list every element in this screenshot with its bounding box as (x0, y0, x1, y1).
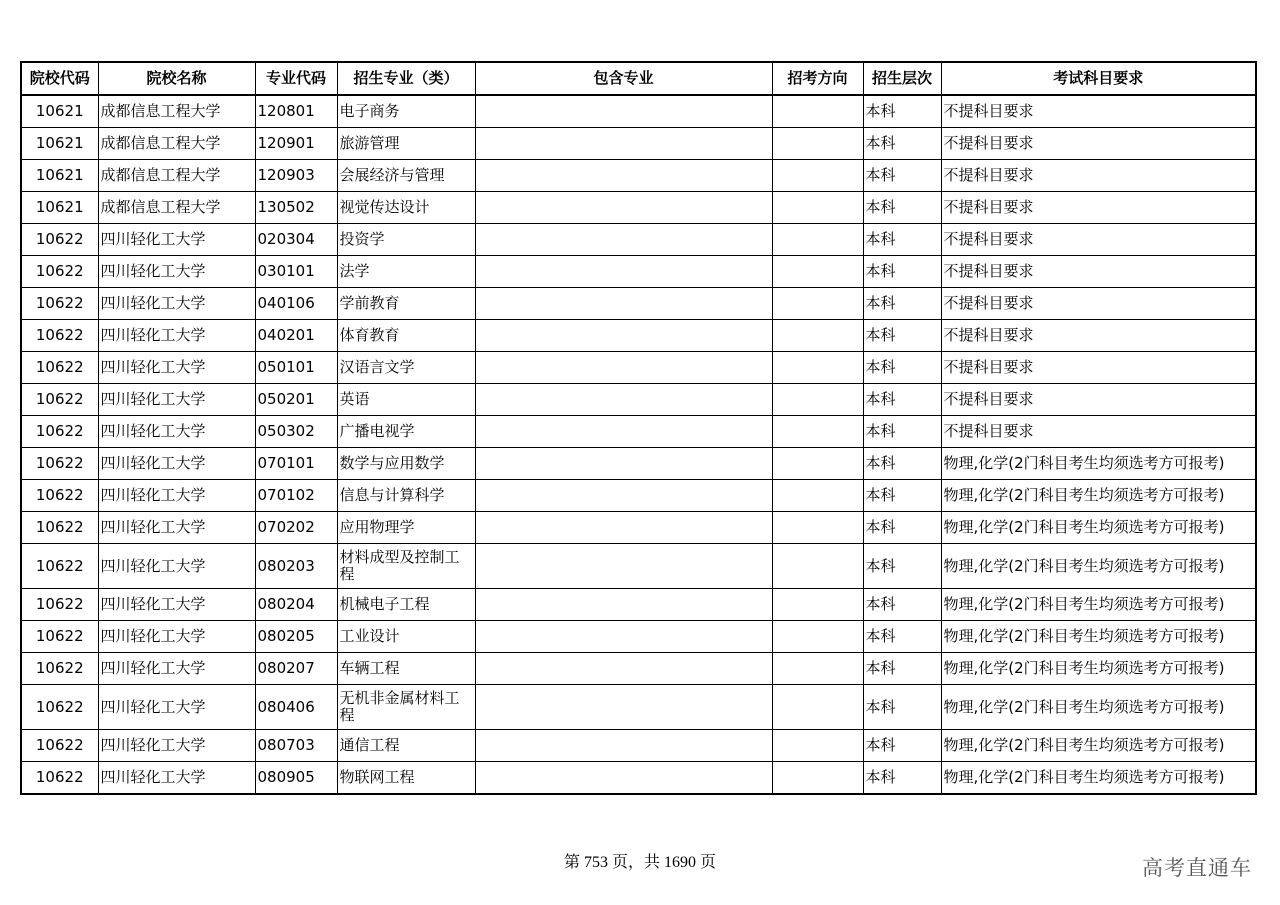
cell-major-code: 080905 (255, 762, 337, 795)
cell-subject-requirement: 不提科目要求 (941, 224, 1256, 256)
cell-included-majors (475, 448, 772, 480)
cell-school-name: 四川轻化工大学 (98, 512, 255, 544)
cell-direction (772, 352, 863, 384)
cell-direction (772, 224, 863, 256)
cell-level: 本科 (863, 95, 941, 128)
cell-included-majors (475, 160, 772, 192)
cell-school-code: 10622 (21, 352, 98, 384)
cell-level: 本科 (863, 730, 941, 762)
cell-included-majors (475, 320, 772, 352)
cell-level: 本科 (863, 192, 941, 224)
cell-school-code: 10621 (21, 95, 98, 128)
cell-major: 车辆工程 (337, 653, 475, 685)
cell-subject-requirement: 不提科目要求 (941, 256, 1256, 288)
table-row (21, 685, 1256, 730)
cell-major: 通信工程 (337, 730, 475, 762)
cell-direction (772, 762, 863, 795)
table-row (21, 512, 1256, 544)
header-school-code: 院校代码 (21, 62, 98, 95)
cell-direction (772, 192, 863, 224)
table-row (21, 352, 1256, 384)
cell-subject-requirement: 物理,化学(2门科目考生均须选考方可报考) (941, 653, 1256, 685)
cell-level: 本科 (863, 128, 941, 160)
table-row (21, 480, 1256, 512)
cell-major: 视觉传达设计 (337, 192, 475, 224)
table-row (21, 256, 1256, 288)
cell-school-name: 四川轻化工大学 (98, 256, 255, 288)
cell-major-code: 020304 (255, 224, 337, 256)
cell-major-code: 080207 (255, 653, 337, 685)
cell-school-name: 四川轻化工大学 (98, 480, 255, 512)
cell-major: 体育教育 (337, 320, 475, 352)
cell-major: 信息与计算科学 (337, 480, 475, 512)
cell-school-name: 四川轻化工大学 (98, 730, 255, 762)
cell-major-code: 070202 (255, 512, 337, 544)
cell-included-majors (475, 685, 772, 730)
cell-subject-requirement: 物理,化学(2门科目考生均须选考方可报考) (941, 730, 1256, 762)
cell-included-majors (475, 224, 772, 256)
cell-major: 法学 (337, 256, 475, 288)
cell-school-name: 四川轻化工大学 (98, 352, 255, 384)
cell-direction (772, 653, 863, 685)
cell-level: 本科 (863, 762, 941, 795)
cell-school-code: 10622 (21, 320, 98, 352)
cell-included-majors (475, 192, 772, 224)
header-major: 招生专业（类） (337, 62, 475, 95)
cell-major-code: 050101 (255, 352, 337, 384)
cell-included-majors (475, 480, 772, 512)
cell-level: 本科 (863, 512, 941, 544)
cell-included-majors (475, 762, 772, 795)
table-row (21, 192, 1256, 224)
cell-included-majors (475, 512, 772, 544)
cell-included-majors (475, 653, 772, 685)
cell-subject-requirement: 不提科目要求 (941, 288, 1256, 320)
cell-school-code: 10621 (21, 160, 98, 192)
table-row (21, 448, 1256, 480)
cell-direction (772, 288, 863, 320)
table-row (21, 589, 1256, 621)
cell-direction (772, 589, 863, 621)
cell-direction (772, 448, 863, 480)
cell-school-name: 四川轻化工大学 (98, 653, 255, 685)
cell-school-code: 10622 (21, 288, 98, 320)
cell-major: 汉语言文学 (337, 352, 475, 384)
admission-table (20, 61, 1257, 795)
cell-included-majors (475, 416, 772, 448)
cell-subject-requirement: 不提科目要求 (941, 192, 1256, 224)
cell-major-code: 080205 (255, 621, 337, 653)
cell-school-code: 10622 (21, 653, 98, 685)
cell-subject-requirement: 不提科目要求 (941, 128, 1256, 160)
cell-school-code: 10622 (21, 589, 98, 621)
cell-school-name: 成都信息工程大学 (98, 192, 255, 224)
header-row (21, 62, 1256, 95)
cell-subject-requirement: 物理,化学(2门科目考生均须选考方可报考) (941, 762, 1256, 795)
table-row (21, 320, 1256, 352)
cell-direction (772, 416, 863, 448)
cell-subject-requirement: 物理,化学(2门科目考生均须选考方可报考) (941, 621, 1256, 653)
cell-level: 本科 (863, 160, 941, 192)
cell-major: 机械电子工程 (337, 589, 475, 621)
cell-school-name: 四川轻化工大学 (98, 416, 255, 448)
cell-subject-requirement: 物理,化学(2门科目考生均须选考方可报考) (941, 685, 1256, 730)
cell-direction (772, 160, 863, 192)
cell-major: 无机非金属材料工程 (337, 685, 475, 730)
table-row (21, 653, 1256, 685)
cell-major: 会展经济与管理 (337, 160, 475, 192)
cell-level: 本科 (863, 589, 941, 621)
cell-school-code: 10622 (21, 480, 98, 512)
cell-subject-requirement: 物理,化学(2门科目考生均须选考方可报考) (941, 480, 1256, 512)
cell-major-code: 120903 (255, 160, 337, 192)
cell-direction (772, 730, 863, 762)
cell-included-majors (475, 256, 772, 288)
cell-major: 材料成型及控制工程 (337, 544, 475, 589)
cell-school-code: 10621 (21, 128, 98, 160)
cell-direction (772, 685, 863, 730)
cell-school-code: 10622 (21, 416, 98, 448)
table-row (21, 224, 1256, 256)
table-row (21, 730, 1256, 762)
cell-major-code: 130502 (255, 192, 337, 224)
cell-direction (772, 544, 863, 589)
cell-school-name: 四川轻化工大学 (98, 384, 255, 416)
cell-school-name: 四川轻化工大学 (98, 621, 255, 653)
cell-level: 本科 (863, 621, 941, 653)
table-row (21, 762, 1256, 795)
header-school-name: 院校名称 (98, 62, 255, 95)
cell-school-code: 10622 (21, 512, 98, 544)
header-subject-requirement: 考试科目要求 (941, 62, 1256, 95)
cell-level: 本科 (863, 288, 941, 320)
cell-major-code: 120901 (255, 128, 337, 160)
cell-school-name: 四川轻化工大学 (98, 685, 255, 730)
table-row (21, 95, 1256, 128)
cell-direction (772, 95, 863, 128)
cell-subject-requirement: 不提科目要求 (941, 160, 1256, 192)
cell-school-name: 四川轻化工大学 (98, 589, 255, 621)
table-row (21, 128, 1256, 160)
cell-included-majors (475, 352, 772, 384)
cell-level: 本科 (863, 448, 941, 480)
cell-school-code: 10622 (21, 224, 98, 256)
cell-included-majors (475, 730, 772, 762)
cell-school-code: 10621 (21, 192, 98, 224)
cell-major: 学前教育 (337, 288, 475, 320)
cell-major-code: 080703 (255, 730, 337, 762)
cell-school-code: 10622 (21, 730, 98, 762)
table-row (21, 621, 1256, 653)
cell-major: 英语 (337, 384, 475, 416)
cell-major: 广播电视学 (337, 416, 475, 448)
cell-subject-requirement: 不提科目要求 (941, 416, 1256, 448)
page-number: 第 753 页，共 1690 页 (563, 854, 716, 871)
cell-included-majors (475, 544, 772, 589)
cell-direction (772, 256, 863, 288)
table-row (21, 384, 1256, 416)
cell-major-code: 080406 (255, 685, 337, 730)
cell-major: 旅游管理 (337, 128, 475, 160)
cell-level: 本科 (863, 685, 941, 730)
cell-level: 本科 (863, 480, 941, 512)
cell-school-code: 10622 (21, 544, 98, 589)
cell-major-code: 080204 (255, 589, 337, 621)
cell-major: 应用物理学 (337, 512, 475, 544)
cell-major-code: 050201 (255, 384, 337, 416)
cell-level: 本科 (863, 416, 941, 448)
cell-included-majors (475, 95, 772, 128)
cell-school-code: 10622 (21, 448, 98, 480)
cell-school-code: 10622 (21, 384, 98, 416)
cell-direction (772, 128, 863, 160)
cell-school-code: 10622 (21, 256, 98, 288)
cell-direction (772, 480, 863, 512)
cell-level: 本科 (863, 653, 941, 685)
header-included-majors: 包含专业 (475, 62, 772, 95)
cell-subject-requirement: 物理,化学(2门科目考生均须选考方可报考) (941, 544, 1256, 589)
cell-major-code: 040201 (255, 320, 337, 352)
cell-subject-requirement: 物理,化学(2门科目考生均须选考方可报考) (941, 448, 1256, 480)
cell-major-code: 050302 (255, 416, 337, 448)
cell-included-majors (475, 384, 772, 416)
cell-major-code: 080203 (255, 544, 337, 589)
cell-direction (772, 320, 863, 352)
cell-major-code: 120801 (255, 95, 337, 128)
cell-direction (772, 621, 863, 653)
cell-subject-requirement: 物理,化学(2门科目考生均须选考方可报考) (941, 512, 1256, 544)
header-major-code: 专业代码 (255, 62, 337, 95)
cell-school-code: 10622 (21, 621, 98, 653)
cell-major: 电子商务 (337, 95, 475, 128)
header-direction: 招考方向 (772, 62, 863, 95)
cell-school-name: 四川轻化工大学 (98, 320, 255, 352)
cell-school-code: 10622 (21, 685, 98, 730)
cell-school-name: 成都信息工程大学 (98, 95, 255, 128)
cell-level: 本科 (863, 352, 941, 384)
cell-school-code: 10622 (21, 762, 98, 795)
cell-subject-requirement: 不提科目要求 (941, 320, 1256, 352)
cell-school-name: 四川轻化工大学 (98, 288, 255, 320)
cell-direction (772, 384, 863, 416)
cell-level: 本科 (863, 224, 941, 256)
cell-major: 工业设计 (337, 621, 475, 653)
cell-school-name: 四川轻化工大学 (98, 762, 255, 795)
cell-included-majors (475, 589, 772, 621)
cell-major: 数学与应用数学 (337, 448, 475, 480)
cell-major-code: 070101 (255, 448, 337, 480)
table-row (21, 416, 1256, 448)
cell-level: 本科 (863, 320, 941, 352)
cell-school-name: 成都信息工程大学 (98, 128, 255, 160)
watermark: 高考直通车 (1142, 856, 1252, 880)
cell-subject-requirement: 不提科目要求 (941, 384, 1256, 416)
cell-subject-requirement: 物理,化学(2门科目考生均须选考方可报考) (941, 589, 1256, 621)
cell-included-majors (475, 288, 772, 320)
cell-included-majors (475, 621, 772, 653)
table-row (21, 544, 1256, 589)
cell-major-code: 070102 (255, 480, 337, 512)
table-body (21, 95, 1256, 794)
cell-school-name: 四川轻化工大学 (98, 544, 255, 589)
cell-major: 投资学 (337, 224, 475, 256)
cell-level: 本科 (863, 256, 941, 288)
cell-school-name: 成都信息工程大学 (98, 160, 255, 192)
cell-major-code: 040106 (255, 288, 337, 320)
cell-included-majors (475, 128, 772, 160)
cell-major: 物联网工程 (337, 762, 475, 795)
cell-school-name: 四川轻化工大学 (98, 448, 255, 480)
cell-school-name: 四川轻化工大学 (98, 224, 255, 256)
table-row (21, 160, 1256, 192)
header-level: 招生层次 (863, 62, 941, 95)
cell-subject-requirement: 不提科目要求 (941, 352, 1256, 384)
cell-level: 本科 (863, 384, 941, 416)
cell-direction (772, 512, 863, 544)
cell-level: 本科 (863, 544, 941, 589)
table-row (21, 288, 1256, 320)
cell-major-code: 030101 (255, 256, 337, 288)
cell-subject-requirement: 不提科目要求 (941, 95, 1256, 128)
